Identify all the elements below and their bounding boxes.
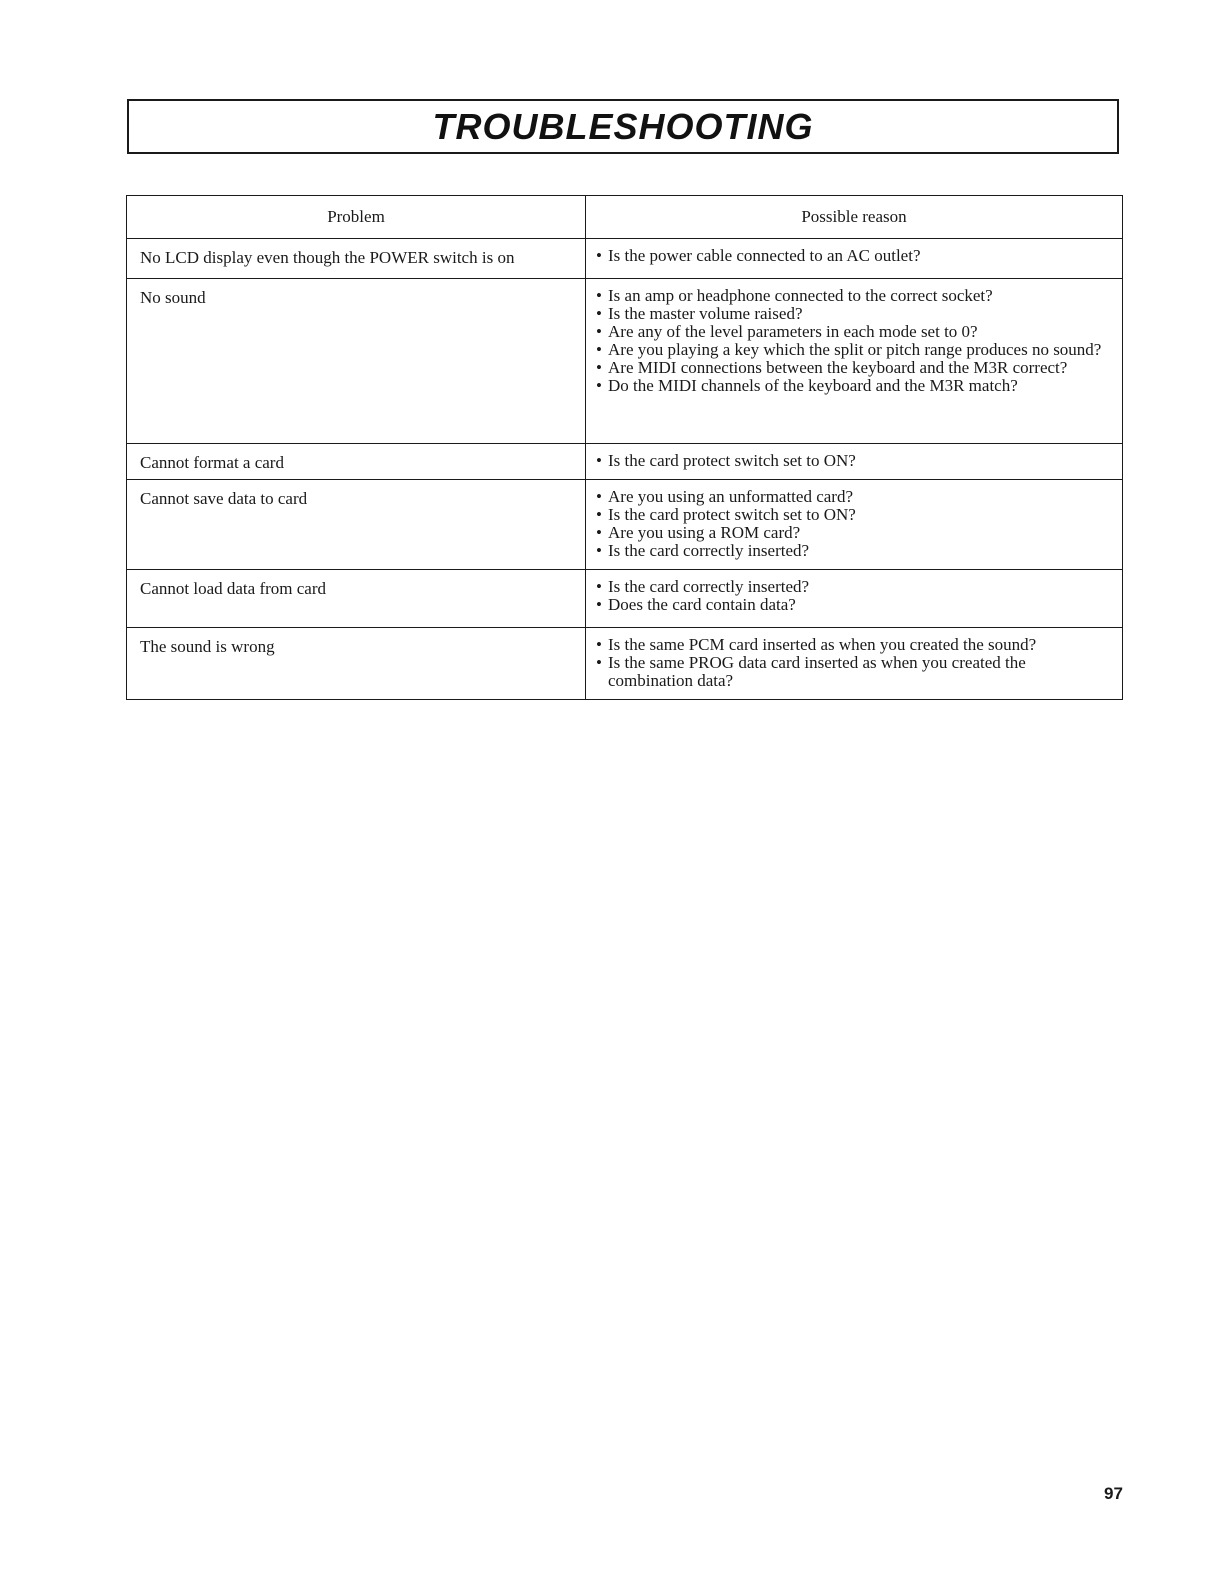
page-title: TROUBLESHOOTING [432, 105, 814, 147]
problem-cell: Cannot load data from card [140, 579, 326, 598]
reason-item: • Is the card protect switch set to ON? [596, 506, 1114, 524]
reason-item: • Are you using an unformatted card? [596, 488, 1114, 506]
reason-list [586, 239, 1122, 271]
problem-cell: Cannot save data to card [140, 489, 308, 508]
reason-item: • Is the same PROG data card inserted as when you created the combination data? [596, 654, 1114, 690]
reason-item: • Is the master volume raised? [596, 305, 1114, 323]
problem-cell: Cannot format a card [140, 453, 284, 472]
column-header-problem: Problem [127, 196, 586, 239]
table-row [127, 570, 1123, 628]
reason-item: • Are you using a ROM card? [596, 524, 1114, 542]
reason-item: • Is the card protect switch set to ON? [596, 452, 1114, 470]
table-row [127, 239, 1123, 279]
problem-cell: The sound is wrong [140, 637, 275, 656]
reason-list [586, 279, 1122, 401]
problem-cell: No sound [140, 288, 206, 307]
reason-item: • Is the card correctly inserted? [596, 542, 1114, 560]
table-row [127, 480, 1123, 570]
column-header-reason: Possible reason [586, 196, 1123, 239]
title-box [127, 99, 1119, 154]
reason-item: • Are any of the level parameters in each mode set to 0? [596, 323, 1114, 341]
table-row [127, 444, 1123, 480]
reason-list [586, 628, 1122, 696]
reason-item: • Is an amp or headphone connected to the correct socket? [596, 287, 1114, 305]
table-row [127, 628, 1123, 700]
page-number: 97 [1104, 1484, 1123, 1503]
reason-item: • Are MIDI connections between the keyboard and the M3R correct? [596, 359, 1114, 377]
problem-cell: No LCD display even though the POWER switch is on [140, 248, 515, 267]
reason-item: • Does the card contain data? [596, 596, 1114, 614]
reason-list [586, 570, 1122, 620]
table-row [127, 279, 1123, 444]
reason-item: • Do the MIDI channels of the keyboard and the M3R match? [596, 377, 1114, 395]
reason-item: • Is the card correctly inserted? [596, 578, 1114, 596]
reason-item: • Are you playing a key which the split or pitch range produces no sound? [596, 341, 1114, 359]
reason-item: • Is the same PCM card inserted as when you created the sound? [596, 636, 1114, 654]
reason-list [586, 480, 1122, 566]
reason-item: • Is the power cable connected to an AC outlet? [596, 247, 1114, 265]
troubleshooting-table [126, 195, 1123, 700]
table-header-row [127, 196, 1123, 239]
reason-list [586, 444, 1122, 476]
